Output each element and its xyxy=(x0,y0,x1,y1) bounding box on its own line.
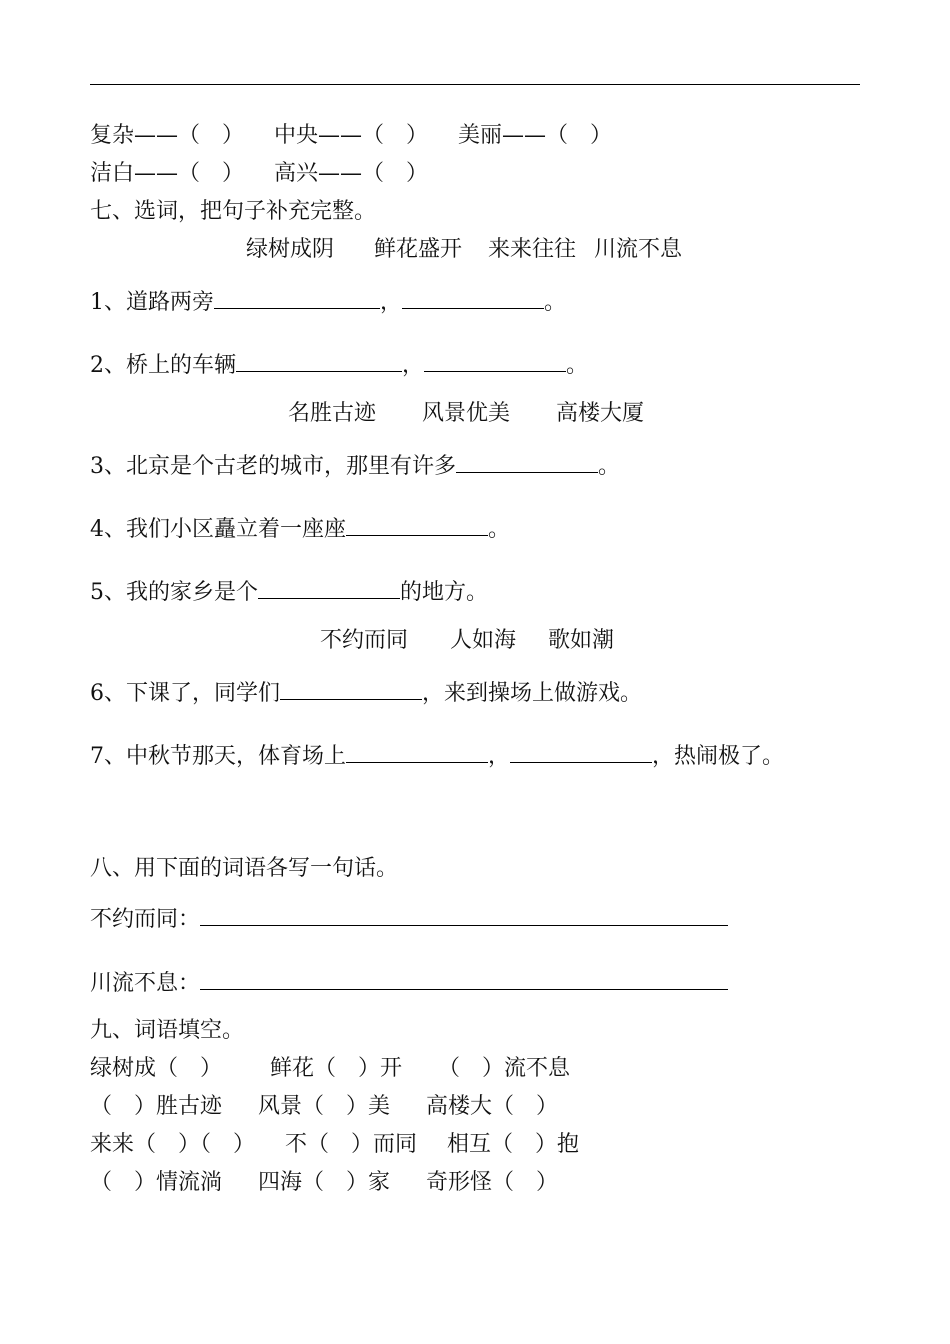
fill-item: 风景（ ）美 xyxy=(258,1094,391,1119)
word-bank-item: 歌如潮 xyxy=(548,628,615,653)
antonym-row-1 xyxy=(90,121,612,151)
fill-row-2 xyxy=(90,1092,558,1122)
word-bank-item: 名胜古迹 xyxy=(288,401,377,426)
word-bank-item: 川流不息 xyxy=(594,237,683,262)
antonym-item: 洁白——（ ） xyxy=(90,161,245,186)
section8-heading: 八、用下面的词语各写一句话。 xyxy=(90,856,399,881)
fill-item: （ ）情流淌 xyxy=(90,1170,223,1195)
fill-item: （ ）胜古迹 xyxy=(90,1094,223,1119)
sentence-blank[interactable] xyxy=(200,967,728,990)
fill-item: 相互（ ）抱 xyxy=(447,1132,580,1157)
header-rule xyxy=(90,84,860,85)
answer-blank[interactable] xyxy=(280,677,422,700)
sentence-label: 不约而同： xyxy=(90,907,201,932)
answer-blank[interactable] xyxy=(402,286,544,309)
antonym-item: 美丽——（ ） xyxy=(458,123,613,148)
fill-item: 鲜花（ ）开 xyxy=(270,1056,403,1081)
punctuation: 。 xyxy=(544,290,567,315)
antonym-item: 中央——（ ） xyxy=(274,123,429,148)
answer-blank[interactable] xyxy=(510,740,652,763)
answer-blank[interactable] xyxy=(424,349,566,372)
punctuation: 。 xyxy=(488,517,511,542)
answer-blank[interactable] xyxy=(456,450,598,473)
sentence-label: 川流不息： xyxy=(90,971,201,996)
punctuation: ， xyxy=(402,353,425,378)
fill-row-3 xyxy=(90,1130,579,1160)
question-1 xyxy=(90,286,566,316)
fill-item: 来来（ ）（ ） xyxy=(90,1132,256,1157)
word-bank-3 xyxy=(320,626,614,656)
question-4 xyxy=(90,513,510,543)
punctuation: 。 xyxy=(598,454,621,479)
fill-item: （ ）流不息 xyxy=(438,1056,571,1081)
question-text: 5、我的家乡是个 xyxy=(90,580,258,605)
question-text: ，来到操场上做游戏。 xyxy=(422,681,643,706)
sentence-item-1 xyxy=(90,903,728,933)
question-text: 1、道路两旁 xyxy=(90,290,214,315)
fill-row-1 xyxy=(90,1054,570,1084)
sentence-item-2 xyxy=(90,967,728,997)
question-text: 3、北京是个古老的城市，那里有许多 xyxy=(90,454,456,479)
word-bank-item: 风景优美 xyxy=(422,401,511,426)
question-5 xyxy=(90,576,488,606)
question-text: 4、我们小区矗立着一座座 xyxy=(90,517,346,542)
answer-blank[interactable] xyxy=(258,576,400,599)
word-bank-2 xyxy=(288,399,644,429)
question-2 xyxy=(90,349,588,379)
question-6 xyxy=(90,677,642,707)
fill-item: 高楼大（ ） xyxy=(426,1094,559,1119)
question-text: 2、桥上的车辆 xyxy=(90,353,236,378)
question-text: 7、中秋节那天，体育场上 xyxy=(90,744,346,769)
fill-item: 四海（ ）家 xyxy=(258,1170,391,1195)
answer-blank[interactable] xyxy=(346,513,488,536)
punctuation: 。 xyxy=(566,353,589,378)
punctuation: ， xyxy=(488,744,511,769)
fill-item: 不（ ）而同 xyxy=(285,1132,418,1157)
word-bank-item: 不约而同 xyxy=(320,628,409,653)
question-3 xyxy=(90,450,620,480)
word-bank-1 xyxy=(246,235,682,265)
word-bank-item: 来来往往 xyxy=(488,237,577,262)
question-text: 的地方。 xyxy=(400,580,489,605)
word-bank-item: 人如海 xyxy=(450,628,517,653)
sentence-blank[interactable] xyxy=(200,903,728,926)
answer-blank[interactable] xyxy=(236,349,402,372)
question-7 xyxy=(90,740,784,770)
antonym-item: 复杂——（ ） xyxy=(90,123,245,148)
antonym-item: 高兴——（ ） xyxy=(274,161,429,186)
question-text: ，热闹极了。 xyxy=(652,744,785,769)
fill-item: 奇形怪（ ） xyxy=(426,1170,559,1195)
fill-row-4 xyxy=(90,1168,558,1198)
antonym-row-2 xyxy=(90,159,428,189)
answer-blank[interactable] xyxy=(346,740,488,763)
word-bank-item: 鲜花盛开 xyxy=(374,237,463,262)
section9-heading: 九、词语填空。 xyxy=(90,1018,245,1043)
punctuation: ， xyxy=(380,290,403,315)
question-text: 6、下课了，同学们 xyxy=(90,681,280,706)
word-bank-item: 高楼大厦 xyxy=(556,401,645,426)
section7-heading: 七、选词，把句子补充完整。 xyxy=(90,199,377,224)
word-bank-item: 绿树成阴 xyxy=(246,237,335,262)
answer-blank[interactable] xyxy=(214,286,380,309)
fill-item: 绿树成（ ） xyxy=(90,1056,223,1081)
